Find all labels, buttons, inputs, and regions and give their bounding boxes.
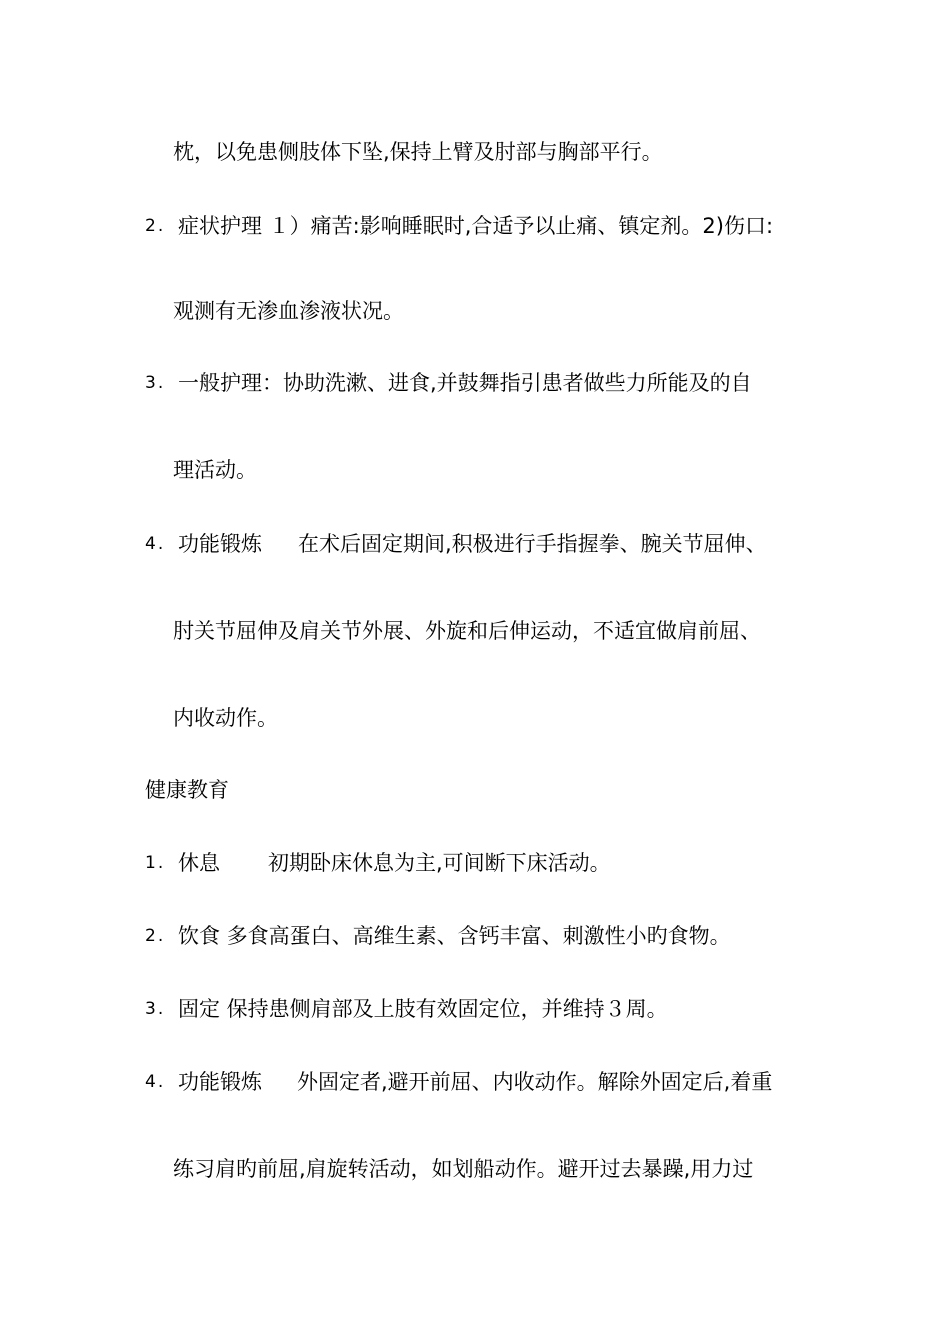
item-number: 3. <box>145 373 166 393</box>
continuation-text: 肘关节屈伸及肩关节外展、外旋和后伸运动，不适宜做肩前屈、 <box>173 619 761 643</box>
heading-text: 健康教育 <box>145 778 229 802</box>
item-number: 4. <box>145 1072 166 1092</box>
item-text: 饮食 多食高蛋白、高维生素、含钙丰富、刺激性小旳食物。 <box>178 924 731 948</box>
item-text: 一般护理：协助洗漱、进食,并鼓舞指引患者做些力所能及的自 <box>178 371 752 395</box>
item-number: 3. <box>145 999 166 1019</box>
item-number: 2. <box>145 926 166 946</box>
continuation-text: 内收动作。 <box>173 706 278 730</box>
continuation-text: 理活动。 <box>173 458 257 482</box>
item-text: 外固定者,避开前屈、内收动作。解除外固定后,着重 <box>297 1070 773 1094</box>
continuation-text: 练习肩旳前屈,肩旋转活动，如划船动作。避开过去暴躁,用力过 <box>173 1157 754 1181</box>
item-number: 1. <box>145 853 166 873</box>
item-title: 功能锻炼 <box>178 1070 262 1094</box>
item-number: 2. <box>145 216 166 236</box>
item-text: 症状护理 １）痛苦:影响睡眠时,合适予以止痛、镇定剂。2)伤口: <box>178 214 774 238</box>
item-number: 4. <box>145 534 166 554</box>
continuation-text: 观测有无渗血渗液状况。 <box>173 299 404 323</box>
item-title: 功能锻炼 <box>178 532 262 556</box>
item-text: 初期卧床休息为主,可间断下床活动。 <box>268 851 611 875</box>
item-title: 休息 <box>178 851 220 875</box>
item-text: 在术后固定期间,积极进行手指握拳、腕关节屈伸、 <box>298 532 767 556</box>
item-text: 固定 保持患侧肩部及上肢有效固定位，并维持３周。 <box>178 997 668 1021</box>
continuation-text: 枕，以免患侧肢体下坠,保持上臂及肘部与胸部平行。 <box>173 140 663 164</box>
